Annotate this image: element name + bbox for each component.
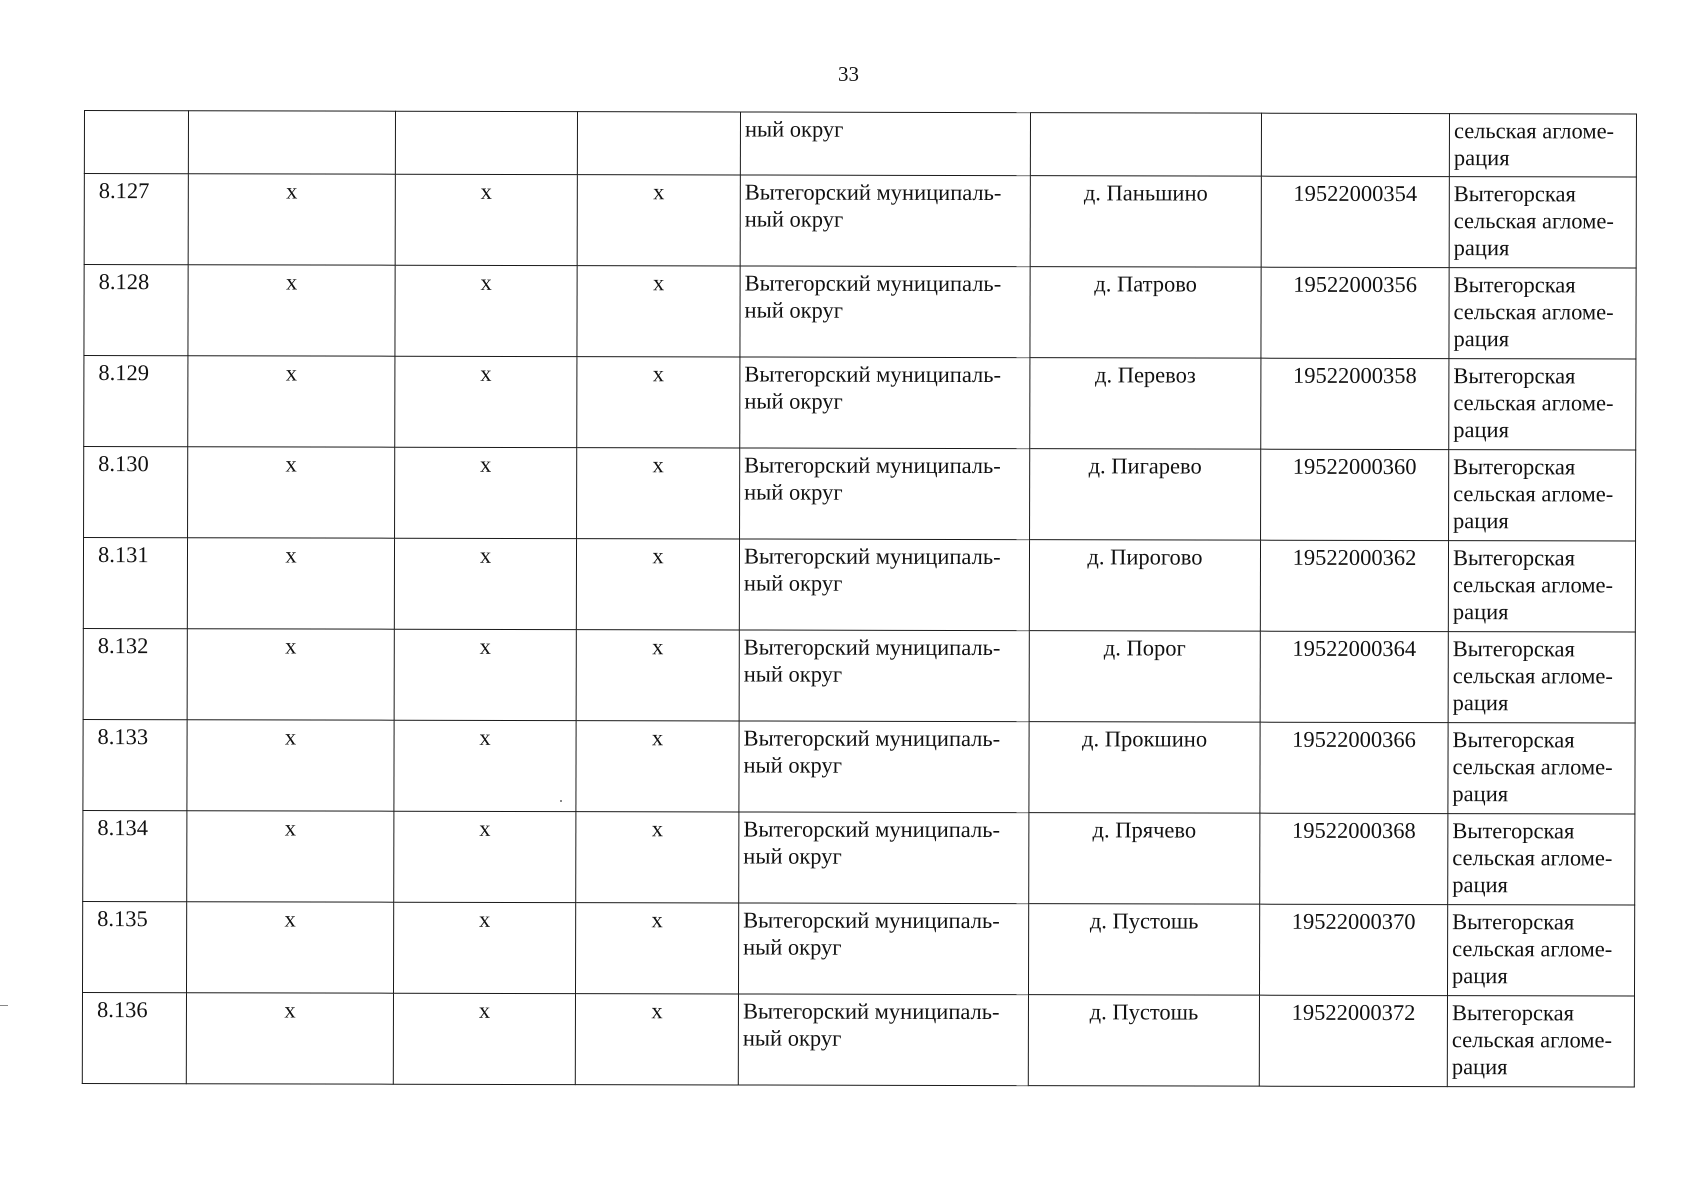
cell-num-text: 8.131 <box>97 542 149 568</box>
cell-code-text: 19522000356 <box>1293 271 1418 298</box>
continuation-row <box>84 111 1636 178</box>
cell-col4-text: х <box>652 361 665 387</box>
cell-col4 <box>576 812 739 903</box>
cell-col3 <box>394 811 576 902</box>
cell-col2 <box>188 356 395 447</box>
cell-code-text: 19522000370 <box>1291 908 1416 935</box>
cell-district-text: Вытегорский муниципаль- ный округ <box>743 907 1000 960</box>
cell-col2-text: х <box>285 269 298 295</box>
cell-code <box>1261 449 1449 540</box>
cell-num-text: 8.134 <box>97 815 149 841</box>
cell-num-text: 8.128 <box>98 269 150 295</box>
cell-agglomeration-text: Вытегорская сельская агломе- рация <box>1452 545 1614 625</box>
cell-agglomeration <box>1449 114 1636 177</box>
cell-num-text: 8.129 <box>98 360 150 386</box>
cell-agglomeration <box>1449 177 1636 268</box>
cell-code <box>1261 267 1449 358</box>
cell-agglomeration-text: Вытегорская сельская агломе- рация <box>1452 818 1613 898</box>
cell-agglomeration <box>1449 359 1636 450</box>
cell-col2 <box>187 629 394 720</box>
cell-col4 <box>577 448 740 539</box>
cell-district-text: Вытегорский муниципаль- ный округ <box>743 816 1001 869</box>
cell-col2-text: х <box>285 542 297 568</box>
cell-num <box>84 447 188 538</box>
cell-col4 <box>577 175 740 266</box>
district-text: ный округ <box>744 116 844 142</box>
cell-num <box>83 538 187 629</box>
cell-col3 <box>394 538 576 629</box>
cell-agglomeration-text: Вытегорская сельская агломе- рация <box>1453 363 1614 443</box>
cell-code <box>1260 631 1448 722</box>
cell-village <box>1028 904 1259 996</box>
cell-village-text: д. Пигарево <box>1088 453 1202 479</box>
cell-col3-text: х <box>479 542 492 568</box>
cell-col3-text: х <box>480 269 492 295</box>
cell-num-text: 8.136 <box>96 997 148 1023</box>
cell-district <box>739 812 1029 904</box>
cell-num <box>84 265 188 356</box>
cell-code <box>1260 540 1448 631</box>
cell-village <box>1030 358 1261 450</box>
cell-village <box>1029 813 1260 905</box>
cell-code <box>1259 904 1447 995</box>
cell-agglomeration <box>1447 905 1634 996</box>
cell-col4-text: х <box>653 179 665 205</box>
cell-agglomeration-text: Вытегорская сельская агломе- рация <box>1453 454 1614 534</box>
cell-col4-text: х <box>651 998 663 1024</box>
cell-village <box>1030 267 1261 359</box>
table-row <box>84 174 1636 269</box>
cell-col3-text: х <box>479 724 491 750</box>
cell-code <box>1260 722 1448 813</box>
cell-col2 <box>188 174 395 265</box>
cell-num <box>84 174 188 265</box>
cell-district <box>740 448 1030 540</box>
cell-col3-text: х <box>478 997 491 1023</box>
cell-col2 <box>187 811 394 902</box>
table-row <box>84 447 1636 542</box>
cell-village <box>1030 113 1261 177</box>
cell-district <box>739 539 1029 631</box>
cell-num <box>82 992 186 1083</box>
cell-col2 <box>188 447 395 538</box>
scan-speck <box>560 800 562 802</box>
cell-district <box>740 266 1030 358</box>
table-row <box>84 265 1636 360</box>
cell-col4-text: х <box>652 543 664 569</box>
cell-col4 <box>576 630 739 721</box>
cell-col3 <box>395 174 577 265</box>
cell-num-text: 8.127 <box>98 178 150 204</box>
agglomeration-text: сельская агломе- рация <box>1453 118 1615 171</box>
cell-col4 <box>575 994 738 1085</box>
cell-district <box>738 994 1028 1086</box>
cell-col2-text: х <box>284 815 297 841</box>
cell-col4 <box>575 903 738 994</box>
cell-district <box>740 357 1030 449</box>
cell-col2-text: х <box>285 633 297 659</box>
cell-village-text: д. Перевоз <box>1094 362 1196 388</box>
cell-district-text: Вытегорский муниципаль- ный округ <box>744 361 1002 414</box>
cell-num <box>84 111 188 174</box>
cell-village-text: д. Прячево <box>1092 817 1197 843</box>
cell-col4-text: х <box>652 270 665 296</box>
cell-col2 <box>187 538 394 629</box>
cell-col3 <box>394 720 576 811</box>
cell-district <box>739 630 1029 722</box>
table-row <box>83 719 1635 814</box>
cell-agglomeration-text: Вытегорская сельская агломе- рация <box>1452 727 1613 807</box>
table-row <box>84 356 1636 451</box>
cell-num <box>83 628 187 719</box>
cell-col3-text: х <box>480 360 492 386</box>
cell-code <box>1259 995 1447 1086</box>
cell-district-text: Вытегорский муниципаль- ный округ <box>743 634 1001 687</box>
cell-col2-text: х <box>284 724 297 750</box>
cell-col2 <box>186 993 393 1084</box>
cell-col3-text: х <box>479 633 491 659</box>
table-row <box>83 810 1635 905</box>
cell-col3 <box>395 356 577 447</box>
cell-col3 <box>395 265 577 356</box>
cell-district <box>740 175 1030 267</box>
cell-district-text: Вытегорский муниципаль- ный округ <box>742 998 1000 1051</box>
cell-village-text: д. Пирогово <box>1087 544 1203 570</box>
cell-col4-text: х <box>651 907 663 933</box>
table-row <box>82 992 1634 1087</box>
cell-district <box>738 903 1028 995</box>
cell-code <box>1261 176 1449 267</box>
cell-code-text: 19522000358 <box>1292 362 1417 389</box>
table-row <box>83 628 1635 723</box>
cell-agglomeration <box>1448 541 1635 632</box>
cell-num <box>83 810 187 901</box>
cell-agglomeration-text: Вытегорская сельская агломе- рация <box>1453 181 1614 261</box>
cell-agglomeration <box>1448 632 1635 723</box>
cell-village-text: д. Порог <box>1103 635 1186 661</box>
cell-col4 <box>577 266 740 357</box>
cell-col3-text: х <box>480 178 492 204</box>
cell-district-text: Вытегорский муниципаль- ный округ <box>744 452 1001 505</box>
cell-col4 <box>577 112 740 175</box>
cell-village <box>1030 449 1261 541</box>
scan-speck <box>0 1005 8 1006</box>
cell-col4-text: х <box>652 634 664 660</box>
cell-village <box>1028 995 1259 1087</box>
cell-district <box>739 721 1029 813</box>
cell-village <box>1030 176 1261 268</box>
cell-district-text: Вытегорский муниципаль- ный округ <box>744 270 1002 323</box>
cell-col3 <box>395 447 577 538</box>
table-body <box>82 111 1636 1088</box>
cell-village-text: д. Прокшино <box>1082 726 1208 752</box>
cell-col3-text: х <box>479 906 491 932</box>
cell-agglomeration <box>1449 450 1636 541</box>
cell-agglomeration-text: Вытегорская сельская агломе- рация <box>1452 636 1613 716</box>
cell-num <box>82 901 186 992</box>
cell-code-text: 19522000366 <box>1292 726 1416 753</box>
cell-col3-text: х <box>479 815 491 841</box>
cell-col2-text: х <box>286 178 298 204</box>
cell-col2-text: х <box>284 997 296 1023</box>
cell-code <box>1261 113 1449 176</box>
cell-village <box>1029 540 1260 632</box>
cell-col3 <box>395 111 577 174</box>
cell-col4 <box>576 721 739 812</box>
cell-num-text: 8.132 <box>97 633 149 659</box>
cell-code-text: 19522000372 <box>1291 999 1416 1026</box>
cell-col2 <box>188 265 395 356</box>
cell-col2-text: х <box>284 906 296 932</box>
cell-col4-text: х <box>652 452 664 478</box>
cell-col2 <box>188 111 395 174</box>
cell-village-text: д. Пустошь <box>1089 999 1199 1025</box>
table-row <box>83 538 1635 633</box>
cell-village <box>1029 722 1260 814</box>
cell-col2 <box>187 720 394 811</box>
cell-code-text: 19522000362 <box>1292 544 1417 571</box>
cell-col4 <box>577 357 740 448</box>
cell-village <box>1029 631 1260 723</box>
cell-village-text: д. Паньшино <box>1083 180 1208 206</box>
cell-num-text: 8.135 <box>97 906 148 932</box>
cell-district <box>740 112 1030 176</box>
cell-col3 <box>394 629 576 720</box>
cell-col4-text: х <box>651 725 664 751</box>
cell-agglomeration-text: Вытегорская сельская агломе- рация <box>1452 909 1613 989</box>
cell-code <box>1260 813 1448 904</box>
cell-village-text: д. Пустошь <box>1089 908 1199 934</box>
cell-agglomeration-text: Вытегорская сельская агломе- рация <box>1451 1000 1613 1080</box>
cell-num-text: 8.130 <box>98 451 149 477</box>
cell-col2 <box>186 902 393 993</box>
cell-code-text: 19522000364 <box>1292 635 1417 662</box>
cell-agglomeration <box>1448 814 1635 905</box>
cell-code-text: 19522000360 <box>1292 453 1417 480</box>
cell-col4 <box>576 539 739 630</box>
cell-col2-text: х <box>285 451 297 477</box>
cell-district-text: Вытегорский муниципаль- ный округ <box>743 543 1001 596</box>
cell-district-text: Вытегорский муниципаль- ный округ <box>743 725 1001 778</box>
cell-agglomeration <box>1449 268 1636 359</box>
page-number: 33 <box>838 62 859 86</box>
cell-num-text: 8.133 <box>97 724 149 750</box>
settlements-table <box>82 110 1637 1088</box>
cell-col4-text: х <box>651 816 664 842</box>
cell-district-text: Вытегорский муниципаль- ный округ <box>744 179 1002 232</box>
cell-col3 <box>393 993 575 1084</box>
cell-village-text: д. Патрово <box>1094 271 1197 297</box>
cell-agglomeration <box>1448 723 1635 814</box>
cell-code-text: 19522000368 <box>1291 817 1416 844</box>
table-row <box>82 901 1634 996</box>
cell-num <box>84 356 188 447</box>
cell-code-text: 19522000354 <box>1293 180 1418 207</box>
cell-col2-text: х <box>285 360 298 386</box>
cell-agglomeration <box>1447 996 1634 1087</box>
cell-num <box>83 719 187 810</box>
cell-code <box>1261 358 1449 449</box>
cell-agglomeration-text: Вытегорская сельская агломе- рация <box>1453 272 1614 352</box>
cell-col3-text: х <box>480 451 492 477</box>
cell-col3 <box>393 902 575 993</box>
